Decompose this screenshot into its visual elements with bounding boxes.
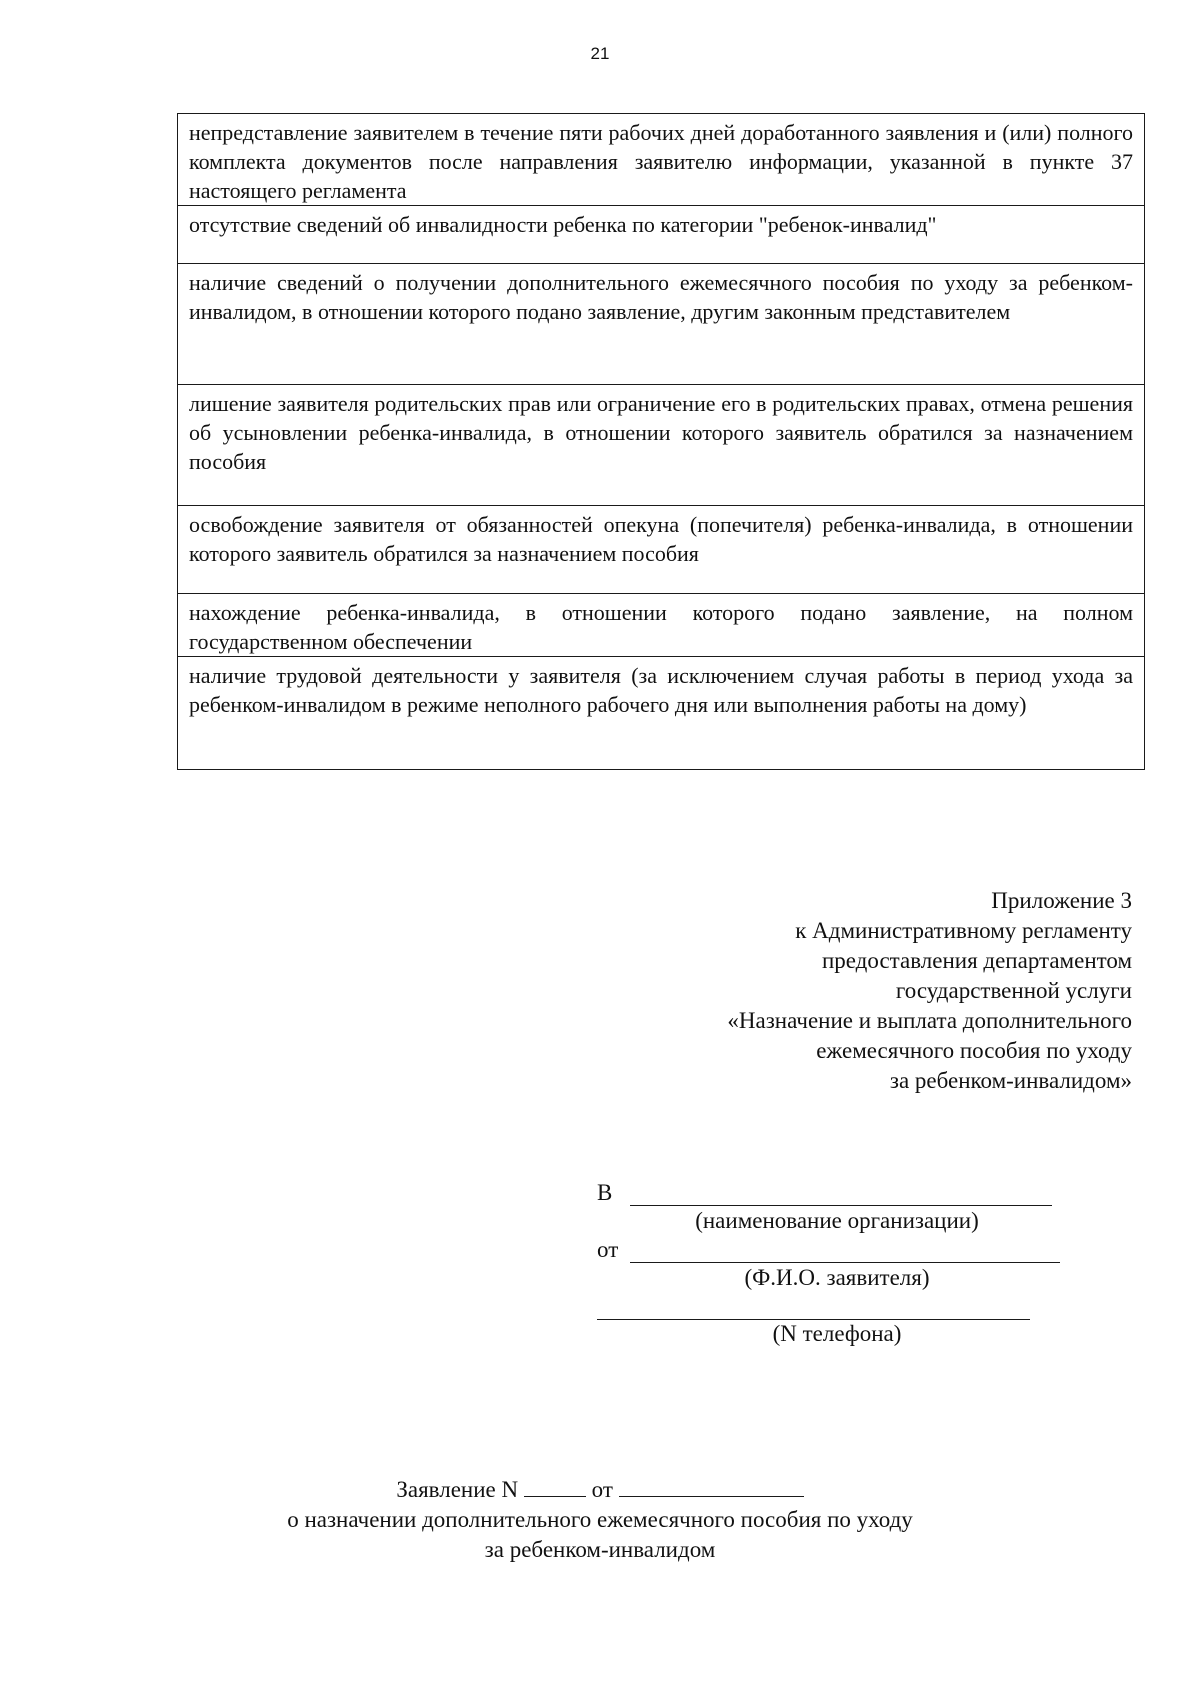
from-prefix: от bbox=[597, 1237, 619, 1262]
table-row bbox=[178, 264, 1145, 385]
table-cell: освобождение заявителя от обязанностей опекуна (попечителя) ребенка-инвалида, в отношении которого заявитель обратился за назначением пособия bbox=[178, 506, 1145, 594]
table-row bbox=[178, 206, 1145, 264]
page-number: 21 bbox=[590, 44, 610, 63]
table-cell: отсутствие сведений об инвалидности ребенка по категории "ребенок-инвалид" bbox=[178, 206, 1145, 264]
appendix-line: к Административному регламенту bbox=[795, 918, 1132, 943]
statement-from: от bbox=[591, 1477, 613, 1502]
table-row bbox=[178, 506, 1145, 594]
organization-line bbox=[597, 1178, 1077, 1208]
appendix-header bbox=[512, 886, 1132, 1096]
table-row bbox=[178, 385, 1145, 506]
appendix-line: за ребенком-инвалидом» bbox=[889, 1068, 1132, 1093]
applicant-line bbox=[597, 1235, 1077, 1265]
appendix-line: «Назначение и выплата дополнительного bbox=[727, 1008, 1132, 1033]
applicant-blank bbox=[630, 1262, 1060, 1263]
appendix-line: государственной услуги bbox=[895, 978, 1132, 1003]
appendix-line: Приложение 3 bbox=[991, 888, 1132, 913]
phone-line bbox=[597, 1292, 1077, 1322]
refusal-grounds-table bbox=[177, 113, 1145, 770]
statement-title-line bbox=[0, 1474, 1200, 1505]
table-row bbox=[178, 657, 1145, 770]
statement-heading bbox=[0, 1474, 1200, 1565]
statement-date-blank bbox=[619, 1474, 804, 1497]
organization-blank bbox=[630, 1205, 1052, 1206]
organization-caption: (наименование организации) bbox=[695, 1208, 979, 1233]
table-cell: нахождение ребенка-инвалида, в отношении которого подано заявление, на полном государственном обеспечении bbox=[178, 594, 1145, 657]
table-row bbox=[178, 114, 1145, 206]
table-cell: лишение заявителя родительских прав или ограничение его в родительских правах, отмена решения об усыновлении ребенка-инвалида, в отношении которого заявитель обратился за назначением пособия bbox=[178, 385, 1145, 506]
statement-label: Заявление N bbox=[396, 1477, 519, 1502]
applicant-caption: (Ф.И.О. заявителя) bbox=[744, 1265, 930, 1290]
appendix-line: предоставления департаментом bbox=[821, 948, 1132, 973]
statement-subject-line: о назначении дополнительного ежемесячного пособия по уходу bbox=[287, 1507, 913, 1532]
table-cell: наличие сведений о получении дополнительного ежемесячного пособия по уходу за ребенком-инвалидом, в отношении которого подано заявление, другим законным представителем bbox=[178, 264, 1145, 385]
table-cell: непредставление заявителем в течение пяти рабочих дней доработанного заявления и (или) полного комплекта документов после направления заявителю информации, указанной в пункте 37 настоящего регламента bbox=[178, 114, 1145, 206]
to-prefix: В bbox=[597, 1180, 613, 1205]
statement-subject-line: за ребенком-инвалидом bbox=[484, 1537, 716, 1562]
table-cell: наличие трудовой деятельности у заявителя (за исключением случая работы в период ухода за ребенком-инвалидом в режиме неполного рабочего дня или выполнения работы на дому) bbox=[178, 657, 1145, 770]
table-row bbox=[178, 594, 1145, 657]
statement-number-blank bbox=[524, 1474, 586, 1497]
phone-blank bbox=[597, 1319, 1030, 1320]
phone-caption: (N телефона) bbox=[772, 1321, 902, 1346]
appendix-line: ежемесячного пособия по уходу bbox=[816, 1038, 1132, 1063]
